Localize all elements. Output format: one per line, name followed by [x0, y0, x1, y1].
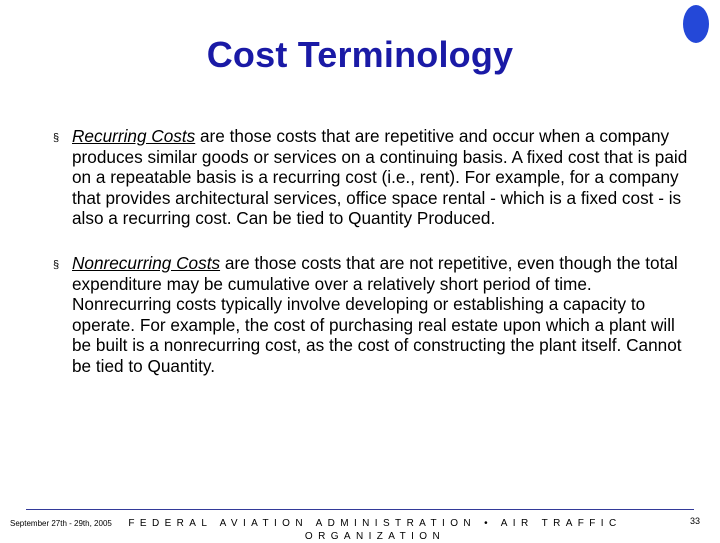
footer-organization: FEDERAL AVIATION ADMINISTRATION • AIR TRAFFIC ORGANIZATION	[128, 518, 622, 542]
footer-date: September 27th - 29th, 2005	[10, 519, 112, 528]
bullet-text: are those costs that are not repetitive, even though the total expenditure may be cumulative over a relatively short period of time. Nonrecurring costs typically involve developing or establishing a capacity to operate. For example, the cost of purchasing real estate upon which a plant will be built is a nonrecurring cost, as the cost of constructing the plant itself. Cannot be tied to Quantity.	[72, 252, 682, 376]
term-nonrecurring-costs: Nonrecurring Costs	[72, 252, 221, 273]
term-recurring-costs: Recurring Costs	[72, 126, 196, 146]
bullet-marker-icon: §	[53, 258, 60, 271]
footer-divider	[26, 509, 694, 510]
bullet-text: are those costs that are repetitive and occur when a company produces similar goods or services on a continuing basis. A fixed cost that is paid on a repeatable basis is a recurring cost (i.e., rent). For example, for a company that provides architectural services, office space rental - which is a fixed cost - is also a recurring cost. Can be tied to Quantity Produced.	[72, 126, 688, 229]
page-number: 33	[690, 516, 701, 526]
bullet-item-nonrecurring-costs	[50, 253, 690, 377]
bullet-item-recurring-costs	[50, 126, 690, 229]
slide-title: Cost Terminology	[206, 34, 514, 75]
bullet-list	[50, 126, 690, 377]
bullet-marker-icon: §	[53, 132, 60, 144]
